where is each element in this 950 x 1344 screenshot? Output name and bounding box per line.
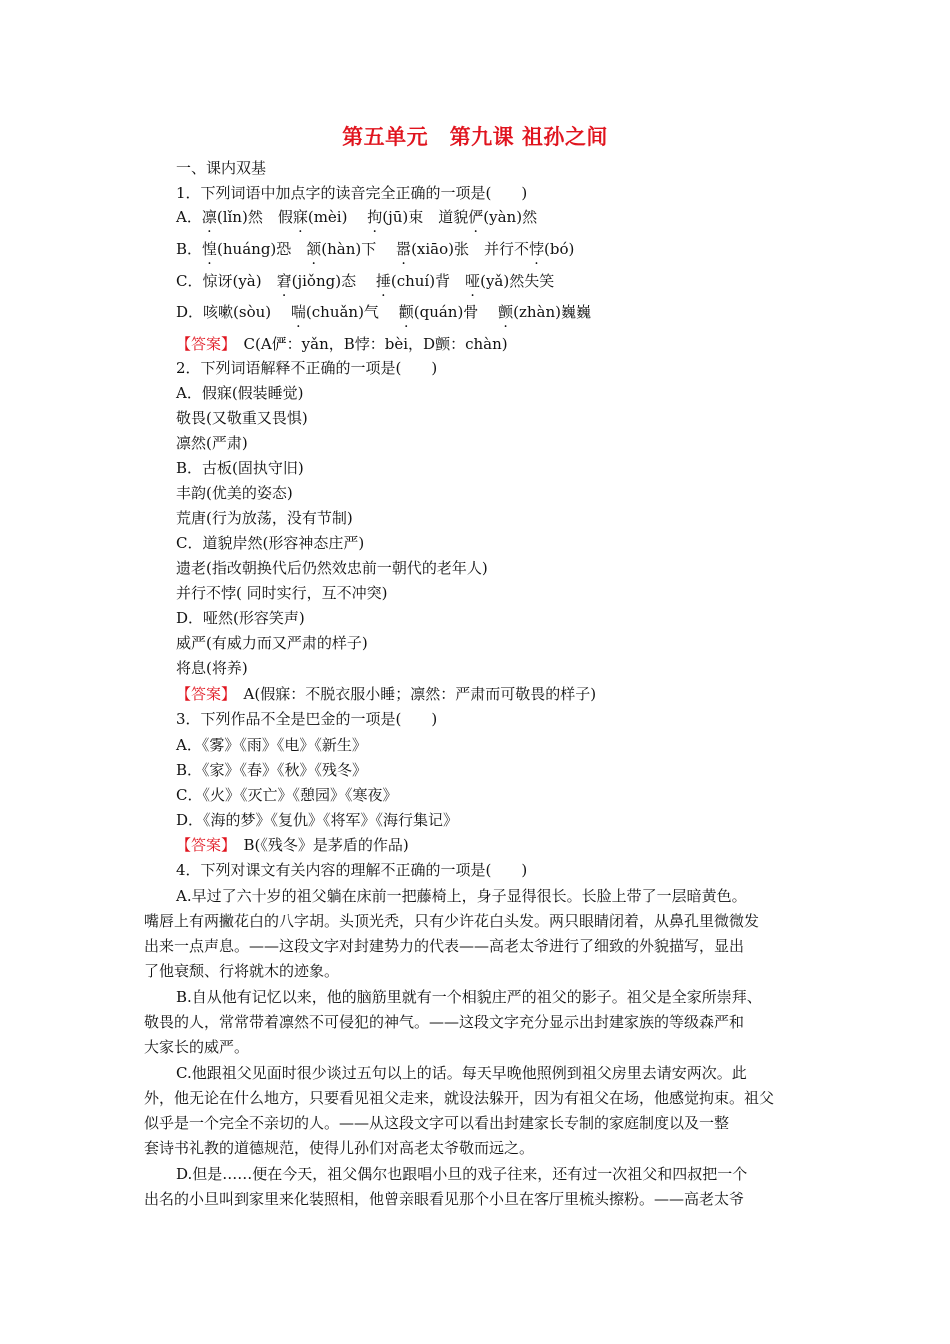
- section-heading: 一、课内双基: [176, 159, 267, 177]
- q3-stem: 3．下列作品不全是巴金的一项是( ): [176, 710, 438, 728]
- q4-stem: 4．下列对课文有关内容的理解不正确的一项是( ): [176, 861, 528, 879]
- q2-line: 遗老(指改朝换代后仍然效忠前一朝代的老年人): [176, 559, 488, 577]
- page-title: 第五单元 第九课 祖孙之间: [342, 124, 608, 149]
- q2-line: A．假寐(假装睡觉): [176, 384, 304, 402]
- q3-option: B．《家》《春》《秋》《残冬》: [176, 761, 368, 779]
- answer-label: 【答案】: [176, 685, 229, 703]
- q1-option-d: D．咳嗽(sòu) 喘(chuǎn)气 颧(quán)骨 颤(zhàn)巍巍: [176, 303, 591, 321]
- q1-option-b: B．惶(huáng)恐 颔(hàn)下 嚣(xiāo)张 并行不悖(bó): [176, 240, 575, 258]
- q1-option-a: A．凛(lǐn)然 假寐(mèi) 拘(jū)束 道貌俨(yàn)然: [176, 208, 538, 226]
- q2-line: 丰韵(优美的姿态): [176, 484, 293, 502]
- q3-answer: 【答案】 B(《残冬》是茅盾的作品): [176, 836, 409, 854]
- q4-option-b-line: 大家长的威严。: [144, 1038, 250, 1056]
- q3-option: A．《雾》《雨》《电》《新生》: [176, 736, 367, 754]
- q4-option-c-line: 外，他无论在什么地方，只要看见祖父走来，就设法躲开，因为有祖父在场，他感觉拘束。祖父: [144, 1089, 775, 1107]
- answer-label: 【答案】: [176, 836, 229, 854]
- q1-stem: 1．下列词语中加点字的读音完全正确的一项是( ): [176, 184, 528, 202]
- q4-option-d-line: 出名的小旦叫到家里来化装照相，他曾亲眼看见那个小旦在客厅里梳头擦粉。——高老太爷: [144, 1190, 745, 1208]
- q2-line: C．道貌岸然(形容神态庄严): [176, 534, 365, 552]
- q4-option-a-line: 出来一点声息。——这段文字对封建势力的代表——高老太爷进行了细致的外貌描写，显出: [144, 937, 745, 955]
- q4-option-c-line: 套诗书礼教的道德规范，使得儿孙们对高老太爷敬而远之。: [144, 1139, 535, 1157]
- q4-option-d: D.但是……便在今天，祖父偶尔也跟唱小旦的戏子往来，还有过一次祖父和四叔把一个: [176, 1165, 748, 1183]
- q4-option-c: C.他跟祖父见面时很少谈过五句以上的话。每天早晚他照例到祖父房里去请安两次。此: [176, 1064, 747, 1082]
- q4-option-b-line: 敬畏的人，常常带着凛然不可侵犯的神气。——这段文字充分显示出封建家族的等级森严和: [144, 1013, 745, 1031]
- q1-answer: 【答案】 C(A俨：yǎn，B悖：bèi，D颤：chàn): [176, 335, 508, 353]
- q2-line: 将息(将养): [176, 659, 248, 677]
- q3-option: D．《海的梦》《复仇》《将军》《海行集记》: [176, 811, 459, 829]
- q2-line: 威严(有威力而又严肃的样子): [176, 634, 368, 652]
- q1-option-c: C．惊讶(yà) 窘(jiǒng)态 捶(chuí)背 哑(yǎ)然失笑: [176, 272, 555, 290]
- q3-option: C．《火》《灭亡》《憩园》《寒夜》: [176, 786, 398, 804]
- q2-line: 并行不悖( 同时实行，互不冲突): [176, 584, 388, 602]
- answer-label: 【答案】: [176, 335, 229, 353]
- q4-option-a-line: 了他衰颓、行将就木的迹象。: [144, 962, 340, 980]
- q2-stem: 2．下列词语解释不正确的一项是( ): [176, 359, 438, 377]
- q4-option-b: B.自从他有记忆以来，他的脑筋里就有一个相貌庄严的祖父的影子。祖父是全家所崇拜、: [176, 988, 762, 1006]
- q2-line: B．古板(固执守旧): [176, 459, 304, 477]
- q2-line: 荒唐(行为放荡，没有节制): [176, 509, 353, 527]
- q4-option-c-line: 似乎是一个完全不亲切的人。——从这段文字可以看出封建家长专制的家庭制度以及一整: [144, 1114, 730, 1132]
- q4-option-a-line: 嘴唇上有两撇花白的八字胡。头顶光秃，只有少许花白头发。两只眼睛闭着，从鼻孔里微微发: [144, 912, 760, 930]
- q2-line: 凛然(严肃): [176, 434, 248, 452]
- q4-option-a: A.早过了六十岁的祖父躺在床前一把藤椅上，身子显得很长。长脸上带了一层暗黄色。: [176, 887, 747, 905]
- q2-answer: 【答案】 A(假寐：不脱衣服小睡；凛然：严肃而可敬畏的样子): [176, 685, 597, 703]
- q2-line: 敬畏(又敬重又畏惧): [176, 409, 308, 427]
- q2-line: D．哑然(形容笑声): [176, 609, 305, 627]
